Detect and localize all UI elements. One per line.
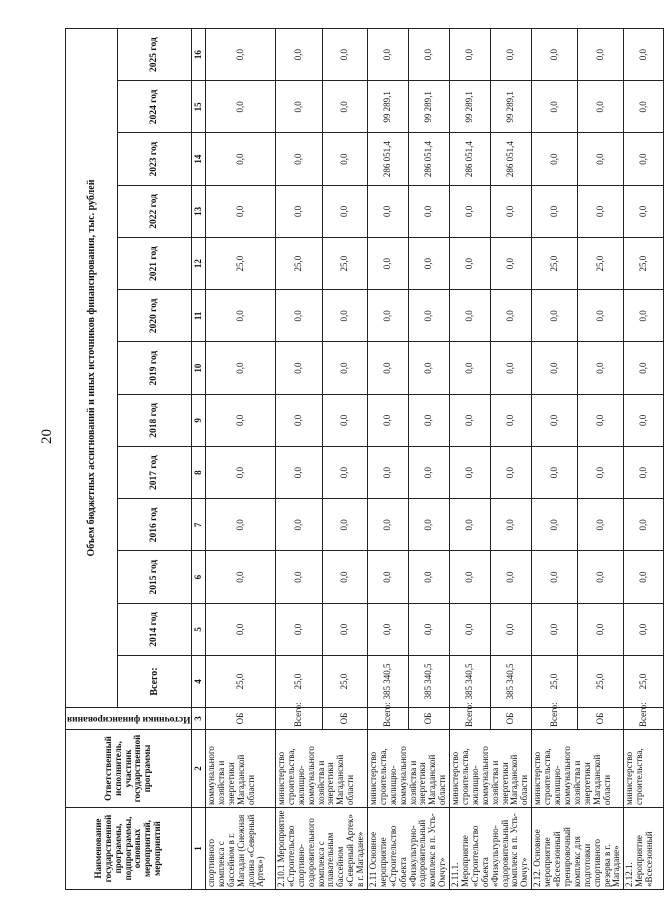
table-row xyxy=(450,29,491,890)
year-value-cell: 0,0 xyxy=(276,185,323,237)
year-value-cell: 0,0 xyxy=(532,342,578,394)
year-value-cell: 0,0 xyxy=(323,185,368,237)
year-value-cell: 0,0 xyxy=(368,394,409,446)
year-value-cell: 0,0 xyxy=(624,499,664,551)
header-responsible: Ответственный исполнитель, участник государственной программы xyxy=(66,730,192,808)
column-number: 10 xyxy=(192,342,206,394)
responsible-cell: министерство строительства, жилищно-коммунального хозяйства и энергетики Магаданской области xyxy=(450,730,532,808)
funding-source-cell: Всего: xyxy=(624,708,664,730)
year-value-cell: 0,0 xyxy=(206,551,276,603)
year-value-cell: 0,0 xyxy=(491,29,532,81)
year-value-cell: 0,0 xyxy=(578,133,624,185)
header-total: Всего: xyxy=(118,656,192,708)
year-value-cell: 0,0 xyxy=(323,290,368,342)
year-value-cell: 99 289,1 xyxy=(491,81,532,133)
year-value-cell: 0,0 xyxy=(206,29,276,81)
year-value-cell: 0,0 xyxy=(578,394,624,446)
year-value-cell: 0,0 xyxy=(276,290,323,342)
year-value-cell: 0,0 xyxy=(409,551,450,603)
year-value-cell: 99 289,1 xyxy=(368,81,409,133)
year-value-cell: 0,0 xyxy=(450,185,491,237)
year-value-cell: 0,0 xyxy=(368,185,409,237)
year-value-cell: 0,0 xyxy=(491,447,532,499)
column-number: 7 xyxy=(192,499,206,551)
year-value-cell: 0,0 xyxy=(578,290,624,342)
year-value-cell: 0,0 xyxy=(624,29,664,81)
year-value-cell: 0,0 xyxy=(624,342,664,394)
program-name-cell: 2.11 Основное мероприятие «Строительство объекта «Физкультурно-оздоровительный комплекс в п. Усть-Омчуг» xyxy=(368,808,450,890)
table-row xyxy=(368,29,409,890)
column-number: 11 xyxy=(192,290,206,342)
year-value-cell: 0,0 xyxy=(409,499,450,551)
year-value-cell: 99 289,1 xyxy=(409,81,450,133)
header-year: 2023 год xyxy=(118,133,192,185)
responsible-cell: министерство строительства, xyxy=(624,730,664,808)
total-cell: 25,0 xyxy=(532,656,578,708)
year-value-cell: 0,0 xyxy=(206,394,276,446)
column-number: 1 xyxy=(192,808,206,890)
year-value-cell: 0,0 xyxy=(491,551,532,603)
year-value-cell: 0,0 xyxy=(206,603,276,655)
year-value-cell: 0,0 xyxy=(368,238,409,290)
year-value-cell: 0,0 xyxy=(323,29,368,81)
year-value-cell: 0,0 xyxy=(409,447,450,499)
table-row xyxy=(532,29,578,890)
year-value-cell: 0,0 xyxy=(532,133,578,185)
year-value-cell: 0,0 xyxy=(323,499,368,551)
year-value-cell: 0,0 xyxy=(276,499,323,551)
table-row xyxy=(624,29,664,890)
year-value-cell: 0,0 xyxy=(624,133,664,185)
column-number: 14 xyxy=(192,133,206,185)
year-value-cell: 0,0 xyxy=(532,551,578,603)
funding-source-cell: Всего: xyxy=(368,708,409,730)
total-cell: 25,0 xyxy=(323,656,368,708)
total-cell: 25,0 xyxy=(206,656,276,708)
year-value-cell: 0,0 xyxy=(276,394,323,446)
financing-table-rotated xyxy=(65,28,655,890)
year-value-cell: 0,0 xyxy=(276,81,323,133)
year-value-cell: 0,0 xyxy=(409,185,450,237)
year-value-cell: 0,0 xyxy=(323,81,368,133)
year-value-cell: 25,0 xyxy=(206,238,276,290)
year-value-cell: 0,0 xyxy=(491,499,532,551)
column-number: 12 xyxy=(192,238,206,290)
year-value-cell: 286 051,4 xyxy=(368,133,409,185)
year-value-cell: 0,0 xyxy=(532,290,578,342)
financing-table xyxy=(65,28,664,890)
year-value-cell: 0,0 xyxy=(532,81,578,133)
year-value-cell: 0,0 xyxy=(450,499,491,551)
year-value-cell: 0,0 xyxy=(450,447,491,499)
document-page xyxy=(65,28,655,890)
year-value-cell: 0,0 xyxy=(624,551,664,603)
table-body xyxy=(206,29,664,890)
program-name-cell: спортивного комплекса с бассейном в г. Магадан (Снежная долина «Северный Артек») xyxy=(206,808,276,890)
column-number: 13 xyxy=(192,185,206,237)
year-value-cell: 0,0 xyxy=(368,29,409,81)
year-value-cell: 0,0 xyxy=(368,603,409,655)
year-value-cell: 0,0 xyxy=(578,29,624,81)
year-value-cell: 0,0 xyxy=(624,290,664,342)
column-number: 2 xyxy=(192,730,206,808)
year-value-cell: 0,0 xyxy=(624,185,664,237)
year-value-cell: 0,0 xyxy=(532,499,578,551)
year-value-cell: 0,0 xyxy=(276,29,323,81)
column-number: 9 xyxy=(192,394,206,446)
responsible-cell: министерство строительства, жилищно-коммунального хозяйства и энергетики Магаданской области xyxy=(368,730,450,808)
column-number: 5 xyxy=(192,603,206,655)
year-value-cell: 0,0 xyxy=(491,185,532,237)
header-year: 2024 год xyxy=(118,81,192,133)
year-value-cell: 0,0 xyxy=(409,290,450,342)
program-name-cell: 2.12. Основное мероприятие «Всесезонный тренировочный комплекс для подготовки спортивного резерва в г. Магадане» xyxy=(532,808,624,890)
year-value-cell: 0,0 xyxy=(323,342,368,394)
year-value-cell: 0,0 xyxy=(578,499,624,551)
column-number: 16 xyxy=(192,29,206,81)
year-value-cell: 0,0 xyxy=(491,603,532,655)
year-value-cell: 0,0 xyxy=(276,133,323,185)
year-value-cell: 99 289,1 xyxy=(450,81,491,133)
total-cell: 25,0 xyxy=(624,656,664,708)
year-value-cell: 0,0 xyxy=(206,290,276,342)
year-value-cell: 0,0 xyxy=(450,551,491,603)
year-value-cell: 0,0 xyxy=(206,499,276,551)
header-year: 2019 год xyxy=(118,342,192,394)
responsible-cell: коммунального хозяйства и энергетики Магаданской области xyxy=(206,730,276,808)
column-number: 4 xyxy=(192,656,206,708)
header-year: 2025 год xyxy=(118,29,192,81)
year-value-cell: 0,0 xyxy=(368,551,409,603)
year-value-cell: 0,0 xyxy=(323,394,368,446)
responsible-cell: министерство строительства, жилищно-коммунального хозяйства и энергетики Магаданской области xyxy=(532,730,624,808)
table-row xyxy=(276,29,323,890)
header-year: 2015 год xyxy=(118,551,192,603)
year-value-cell: 0,0 xyxy=(409,394,450,446)
year-value-cell: 0,0 xyxy=(323,133,368,185)
year-value-cell: 0,0 xyxy=(624,81,664,133)
year-value-cell: 25,0 xyxy=(578,238,624,290)
year-value-cell: 0,0 xyxy=(323,603,368,655)
year-value-cell: 0,0 xyxy=(323,551,368,603)
year-value-cell: 0,0 xyxy=(450,342,491,394)
year-value-cell: 0,0 xyxy=(532,447,578,499)
program-name-cell: 2.12.1. Мероприятие «Всесезонный xyxy=(624,808,664,890)
year-value-cell: 0,0 xyxy=(276,447,323,499)
total-cell: 385 340,5 xyxy=(491,656,532,708)
page-number: 20 xyxy=(39,429,55,444)
table-row xyxy=(206,29,276,890)
year-value-cell: 0,0 xyxy=(206,185,276,237)
year-value-cell: 0,0 xyxy=(578,447,624,499)
year-value-cell: 286 051,4 xyxy=(409,133,450,185)
year-value-cell: 0,0 xyxy=(206,133,276,185)
funding-source-cell: ОБ xyxy=(578,708,624,730)
year-value-cell: 0,0 xyxy=(450,290,491,342)
year-value-cell: 0,0 xyxy=(368,499,409,551)
year-value-cell: 0,0 xyxy=(450,603,491,655)
funding-source-cell: ОБ xyxy=(409,708,450,730)
funding-source-cell: Всего: xyxy=(276,708,323,730)
year-value-cell: 286 051,4 xyxy=(491,133,532,185)
responsible-cell: министерство строительства, жилищно-коммунального хозяйства и энергетики Магаданской области xyxy=(276,730,368,808)
total-cell: 25,0 xyxy=(276,656,323,708)
year-value-cell: 0,0 xyxy=(624,447,664,499)
year-value-cell: 0,0 xyxy=(409,29,450,81)
column-number: 3 xyxy=(192,708,206,730)
header-year: 2017 год xyxy=(118,447,192,499)
year-value-cell: 0,0 xyxy=(276,551,323,603)
year-value-cell: 0,0 xyxy=(532,185,578,237)
column-number: 15 xyxy=(192,81,206,133)
total-cell: 25,0 xyxy=(578,656,624,708)
year-value-cell: 0,0 xyxy=(450,394,491,446)
year-value-cell: 0,0 xyxy=(578,185,624,237)
year-value-cell: 25,0 xyxy=(532,238,578,290)
year-value-cell: 0,0 xyxy=(450,238,491,290)
year-value-cell: 0,0 xyxy=(276,342,323,394)
column-number: 8 xyxy=(192,447,206,499)
year-value-cell: 0,0 xyxy=(206,342,276,394)
year-value-cell: 0,0 xyxy=(624,394,664,446)
funding-source-cell: Всего: xyxy=(532,708,578,730)
year-value-cell: 0,0 xyxy=(206,447,276,499)
year-value-cell: 25,0 xyxy=(323,238,368,290)
year-value-cell: 0,0 xyxy=(578,603,624,655)
year-value-cell: 0,0 xyxy=(532,603,578,655)
header-program-name: Наименование государственной программы, подпрограммы, основных мероприятий, мероприятий xyxy=(66,808,192,890)
year-value-cell: 0,0 xyxy=(578,342,624,394)
year-value-cell: 0,0 xyxy=(450,29,491,81)
year-value-cell: 286 051,4 xyxy=(450,133,491,185)
header-year: 2021 год xyxy=(118,238,192,290)
year-value-cell: 0,0 xyxy=(368,290,409,342)
funding-source-cell: ОБ xyxy=(491,708,532,730)
year-value-cell: 0,0 xyxy=(532,394,578,446)
header-budget-group: Объем бюджетных ассигнований и иных источников финансирования, тыс. рублей xyxy=(66,29,118,708)
year-value-cell: 0,0 xyxy=(491,290,532,342)
year-value-cell: 0,0 xyxy=(276,603,323,655)
year-value-cell: 0,0 xyxy=(368,447,409,499)
year-value-cell: 25,0 xyxy=(276,238,323,290)
header-year: 2018 год xyxy=(118,394,192,446)
year-value-cell: 0,0 xyxy=(491,238,532,290)
year-value-cell: 25,0 xyxy=(624,238,664,290)
total-cell: 385 340,5 xyxy=(368,656,409,708)
header-year: 2020 год xyxy=(118,290,192,342)
year-value-cell: 0,0 xyxy=(206,81,276,133)
header-year: 2022 год xyxy=(118,185,192,237)
header-year: 2016 год xyxy=(118,499,192,551)
funding-source-cell: ОБ xyxy=(206,708,276,730)
year-value-cell: 0,0 xyxy=(368,342,409,394)
header-year: 2014 год xyxy=(118,603,192,655)
year-value-cell: 0,0 xyxy=(578,551,624,603)
year-value-cell: 0,0 xyxy=(409,238,450,290)
year-value-cell: 0,0 xyxy=(578,81,624,133)
program-name-cell: 2.10.1 Мероприятие «Строительство спортивно-оздоровительного комплекса с плавательным бассейном «Северный Артек» в г. Магадане» xyxy=(276,808,368,890)
funding-source-cell: ОБ xyxy=(323,708,368,730)
year-value-cell: 0,0 xyxy=(323,447,368,499)
year-value-cell: 0,0 xyxy=(532,29,578,81)
year-value-cell: 0,0 xyxy=(491,342,532,394)
program-name-cell: 2.11.1. Мероприятие «Строительство объекта «Физкультурно-оздоровительный комплекс в п. Усть-Омчуг» xyxy=(450,808,532,890)
total-cell: 385 340,5 xyxy=(409,656,450,708)
header-funding-source-text: Источники финансирования xyxy=(66,713,191,724)
year-value-cell: 0,0 xyxy=(624,603,664,655)
funding-source-cell: Всего: xyxy=(450,708,491,730)
header-funding-source xyxy=(66,708,192,730)
year-value-cell: 0,0 xyxy=(409,342,450,394)
year-value-cell: 0,0 xyxy=(409,603,450,655)
year-value-cell: 0,0 xyxy=(491,394,532,446)
total-cell: 385 340,5 xyxy=(450,656,491,708)
column-number: 6 xyxy=(192,551,206,603)
